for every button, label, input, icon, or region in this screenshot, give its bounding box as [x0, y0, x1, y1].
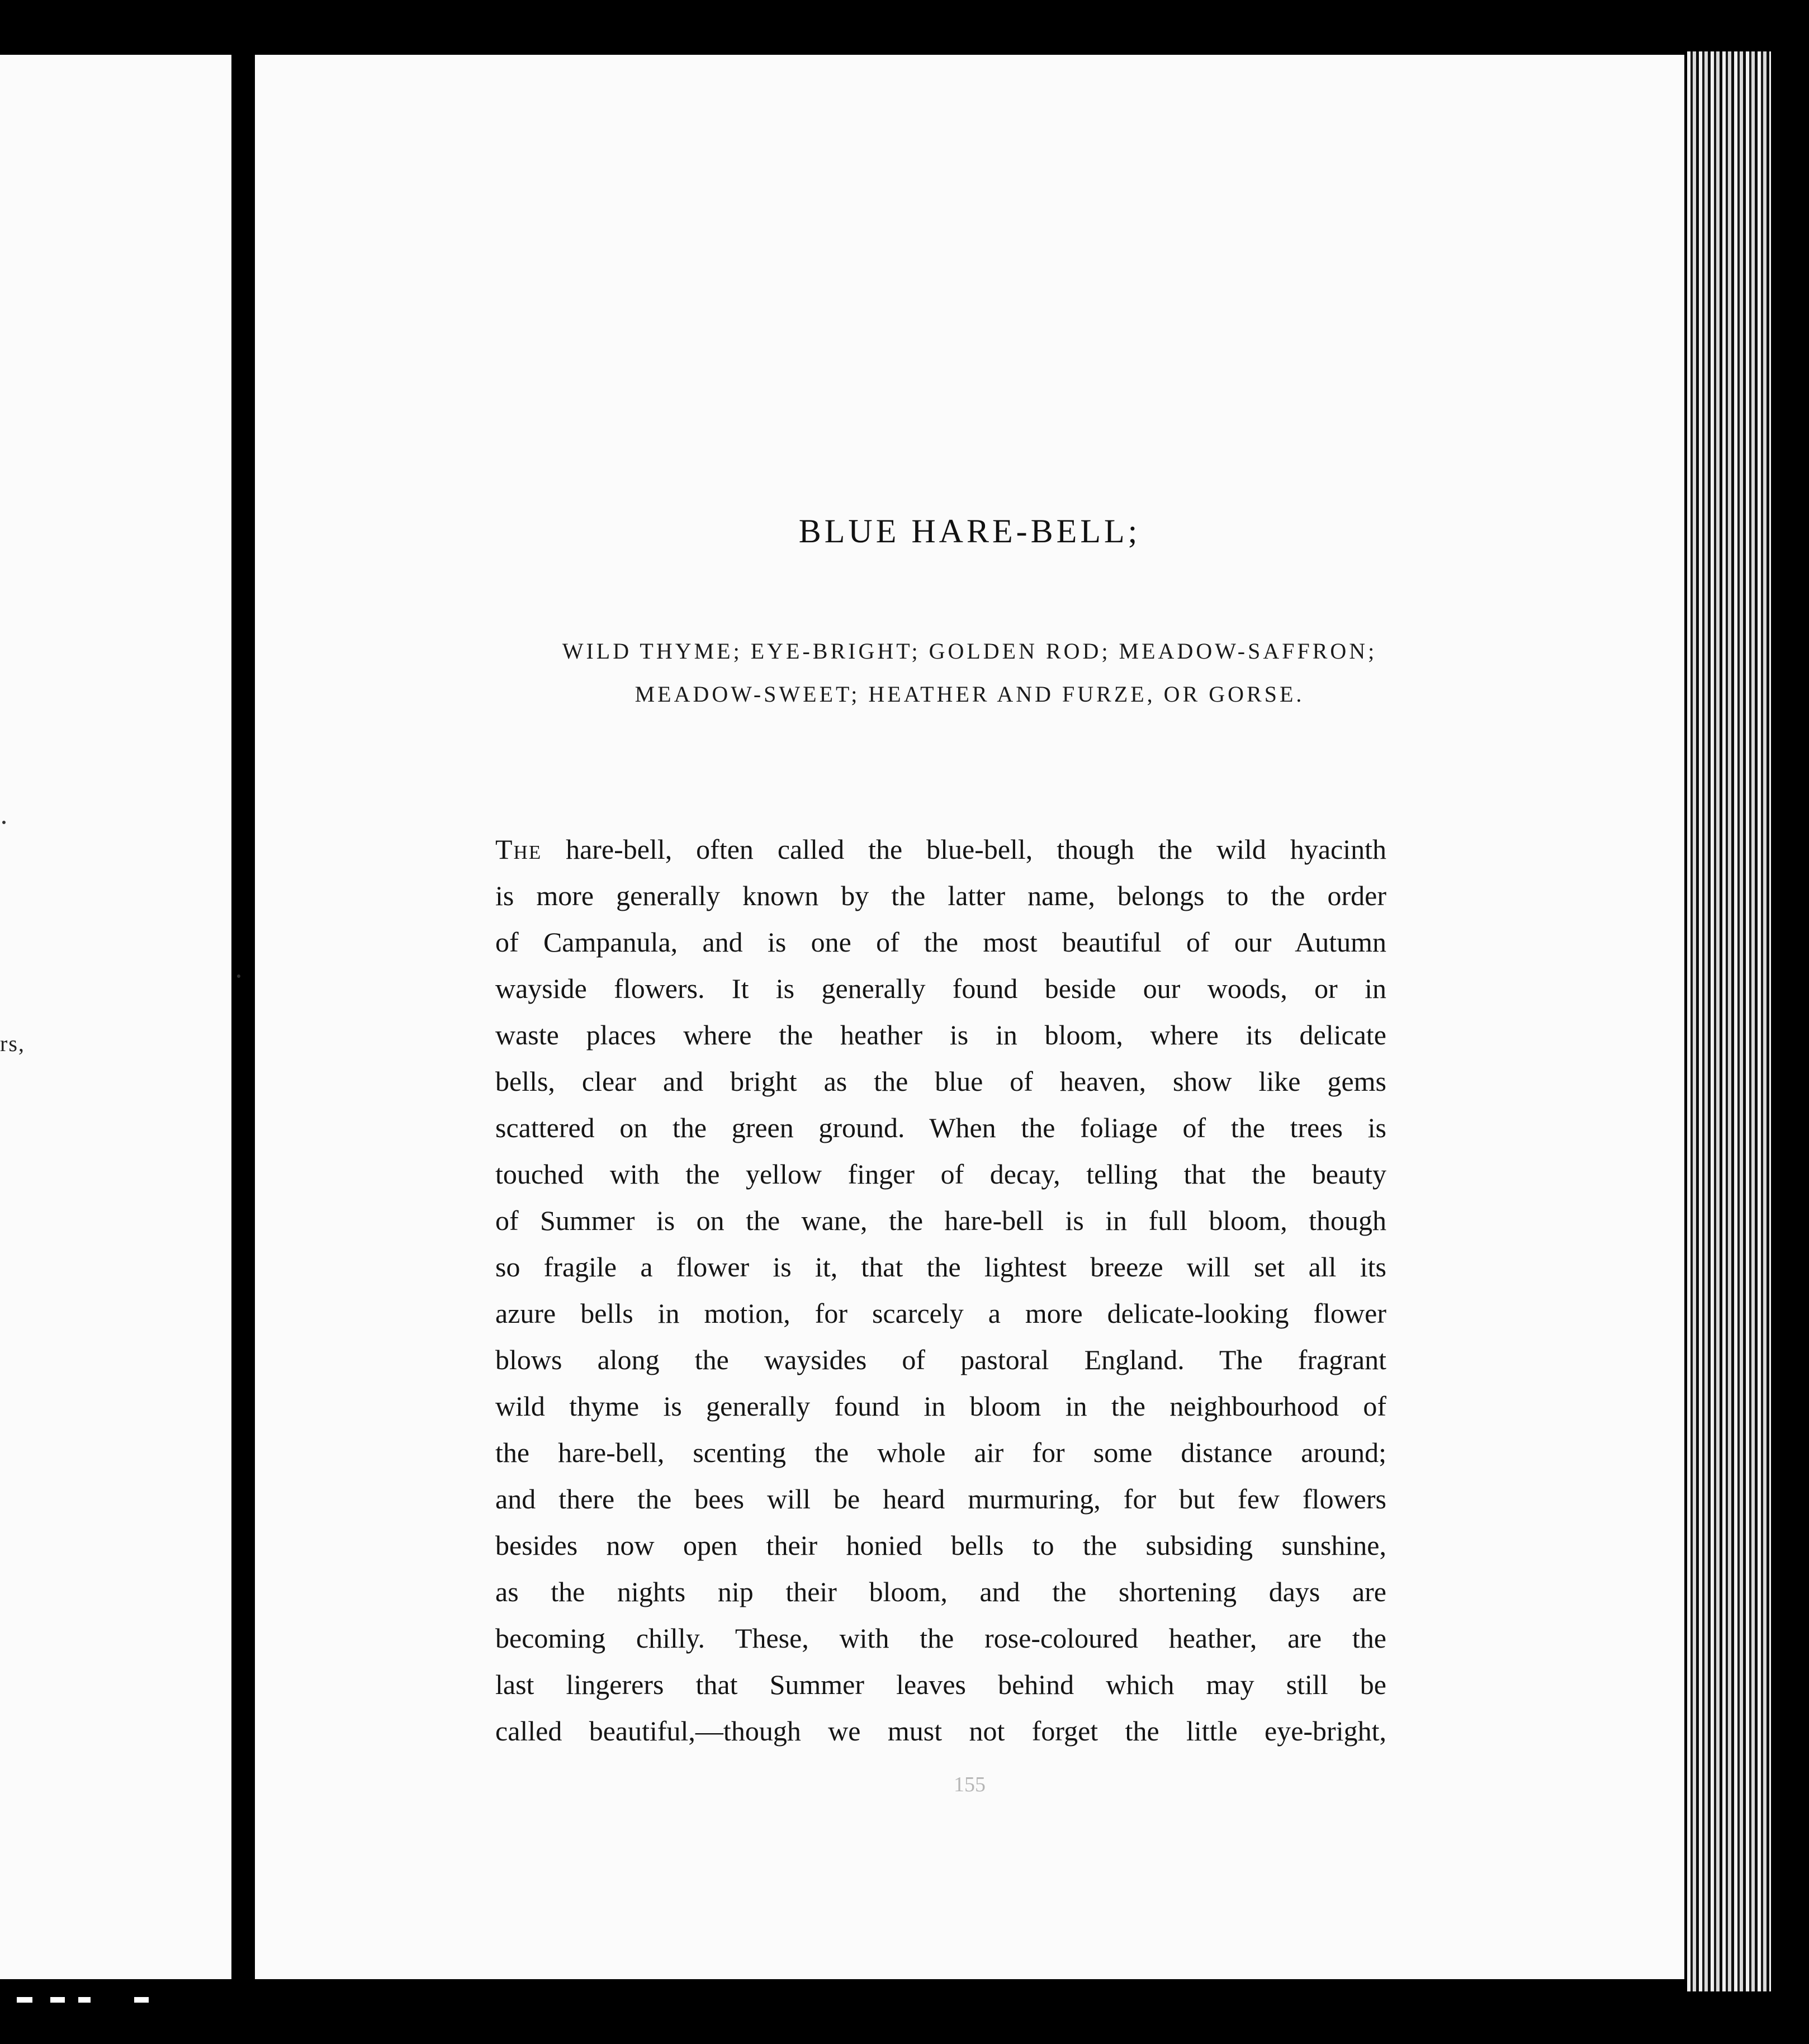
page-number: 155: [954, 1773, 986, 1796]
text-line: touched with the yellow finger of decay, telling that the beauty: [495, 1158, 1386, 1190]
scan-border: [1771, 51, 1809, 1991]
text-line: of Campanula, and is one of the most beautiful of our Autumn: [495, 926, 1386, 958]
text-line: becoming chilly. These, with the rose-coloured heather, are the: [495, 1622, 1386, 1654]
text-line: scattered on the green ground. When the foliage of the trees is: [495, 1112, 1386, 1143]
text-line: besides now open their honied bells to the subsiding sunshine,: [495, 1530, 1386, 1561]
text-line: wayside flowers. It is generally found beside our woods, or in: [495, 973, 1386, 1004]
scan-mark: [78, 1997, 91, 2003]
scan-mark: [17, 1997, 32, 2003]
text-line: wild thyme is generally found in bloom in the neighbourhood of: [495, 1390, 1386, 1422]
text-line: so fragile a flower is it, that the lightest breeze will set all its: [495, 1251, 1386, 1283]
text-line-content: hare-bell, often called the blue-bell, though the wild hyacinth: [542, 834, 1386, 865]
text-line: blows along the waysides of pastoral England. The fragrant: [495, 1344, 1386, 1375]
facing-page-text-fragment: rs,: [0, 1031, 25, 1056]
text-line: of Summer is on the wane, the hare-bell is in full bloom, though: [495, 1205, 1386, 1236]
text-line: waste places where the heather is in bloom, where its delicate: [495, 1019, 1386, 1051]
text-line: last lingerers that Summer leaves behind which may still be: [495, 1669, 1386, 1700]
text-line: as the nights nip their bloom, and the shortening days are: [495, 1576, 1386, 1607]
facing-page-mark: [237, 974, 240, 978]
body-text: [495, 826, 1386, 1754]
chapter-title: BLUE HARE-BELL;: [798, 513, 1141, 550]
facing-page: [0, 55, 231, 1979]
chapter-subtitle-line-2: MEADOW-SWEET; HEATHER AND FURZE, OR GORSE.: [634, 682, 1305, 707]
chapter-subtitle-line-1: WILD THYME; EYE-BRIGHT; GOLDEN ROD; MEADOW-SAFFRON;: [562, 638, 1377, 664]
text-line: azure bells in motion, for scarcely a more delicate-looking flower: [495, 1298, 1386, 1329]
text-line: the hare-bell, scenting the whole air for some distance around;: [495, 1437, 1386, 1468]
text-line: called beautiful,—though we must not forget the little eye-bright,: [495, 1715, 1386, 1747]
book-page: [255, 55, 1684, 1979]
text-line: is more generally known by the latter name, belongs to the order: [495, 880, 1386, 911]
scan-mark: [134, 1997, 149, 2003]
page-edges: [1687, 51, 1771, 1991]
text-line: bells, clear and bright as the blue of heaven, show like gems: [495, 1066, 1386, 1097]
text-line: [495, 826, 1386, 873]
scan-mark: [50, 1997, 65, 2003]
text-line: and there the bees will be heard murmuring, for but few flowers: [495, 1483, 1386, 1515]
facing-page-mark: [2, 821, 6, 824]
opening-word: The: [495, 834, 542, 865]
